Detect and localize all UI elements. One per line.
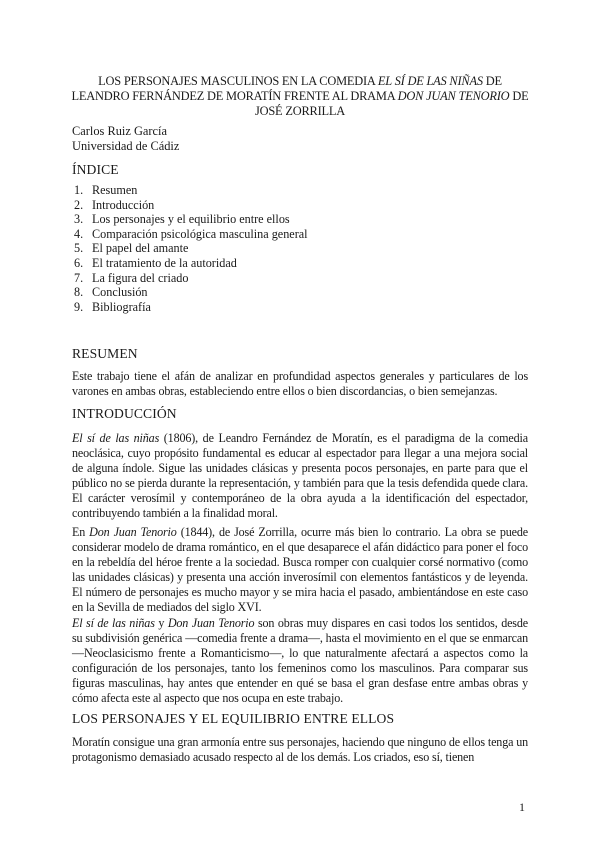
toc-item <box>74 285 308 300</box>
toc-item <box>74 241 308 256</box>
toc-item-label: Bibliografía <box>92 299 151 314</box>
toc-item <box>74 198 308 213</box>
toc-item-number: 9. <box>74 299 84 314</box>
toc-item-label: Conclusión <box>92 285 148 300</box>
resumen-paragraph: Este trabajo tiene el afán de analizar en profundidad aspectos generales y particulares de los varones en ambas obras, estableciendo entre ellos o bien discordancias, o bien semejanzas. <box>72 369 528 399</box>
toc-item-number: 8. <box>74 285 84 300</box>
table-of-contents <box>74 183 308 314</box>
intro-paragraph-1 <box>72 431 528 522</box>
toc-item <box>74 271 308 286</box>
toc-item-number: 1. <box>74 183 84 197</box>
title-work-2: DON JUAN TENORIO <box>397 89 510 103</box>
intro-paragraph-3-text: son obras muy dispares en casi todos los sentidos, desde su subdivisión genérica —comedia frente a drama—, hasta el movimiento en el que se enmarcan —Neoclasicismo frente a Romanticismo—, lo que naturalmente afectará a aspectos como la configuración de los personajes, tanto los femeninos como los masculinos. Para comparar sus figuras masculinas, hay antes que entender en qué se basa el gran desfase entre ambas obras y cómo afecta este al aspecto que nos ocupa en este trabajo. <box>72 616 528 706</box>
document-title <box>70 74 530 119</box>
title-text-1: LOS PERSONAJES MASCULINOS EN LA COMEDIA <box>98 74 378 88</box>
title-text-2: DE LEANDRO FERNÁNDEZ DE MORATÍN FRENTE AL DRAMA <box>71 74 502 103</box>
toc-item <box>74 256 308 271</box>
toc-item-number: 7. <box>74 270 84 285</box>
toc-item <box>74 300 308 315</box>
toc-item-number: 3. <box>74 212 84 227</box>
intro-paragraph-3-mid: y <box>154 616 168 630</box>
personajes-heading: LOS PERSONAJES Y EL EQUILIBRIO ENTRE ELLOS <box>72 711 395 726</box>
author-affiliation: Universidad de Cádiz <box>72 139 180 153</box>
author-block <box>72 124 179 154</box>
author-name: Carlos Ruiz García <box>72 124 167 138</box>
work-title-don-juan: Don Juan Tenorio <box>89 525 177 539</box>
toc-item-label: Resumen <box>92 183 138 197</box>
intro-paragraph-2-text: (1844), de José Zorrilla, ocurre más bien lo contrario. La obra se puede considerar modelo de drama romántico, en el que desaparece el afán didáctico para poner el foco en la rebeldía del héroe frente a la sociedad. Busca romper con cualquier corsé normativo (como las unidades clásicas) y presenta una acción inverosímil con elementos fantásticos y de leyenda. El número de personajes es mucho mayor y se mira hacia el pasado, ambientándose en este caso en la Sevilla de mediados del siglo XVI. <box>72 525 528 615</box>
work-title-don-juan-2: Don Juan Tenorio <box>167 616 255 630</box>
toc-item-label: Los personajes y el equilibrio entre ellos <box>92 212 290 227</box>
toc-item-label: El tratamiento de la autoridad <box>92 255 237 270</box>
intro-paragraph-1-text: (1806), de Leandro Fernández de Moratín, es el paradigma de la comedia neoclásica, cuyo propósito fundamental es educar al espectador para llegar a una mejora social de alguna índole. Sigue las unidades clásicas y presenta pocos personajes, en parte para que el público no se pierda durante la representación, y también para que la tesis defendida quede clara. El carácter verosímil y contemporáneo de la obra ayuda a la identificación del espectador, contribuyendo también a la finalidad moral. <box>72 431 528 521</box>
intro-paragraph-2-pre: En <box>72 525 90 539</box>
intro-paragraph-3 <box>72 616 528 707</box>
work-title-el-si: El sí de las niñas <box>72 431 160 445</box>
personajes-paragraph: Moratín consigue una gran armonía entre sus personajes, haciendo que ninguno de ellos tenga un protagonismo demasiado acusado respecto al de los demás. Los criados, eso sí, tienen <box>72 735 528 765</box>
resumen-heading: RESUMEN <box>72 346 138 361</box>
toc-item-number: 6. <box>74 255 84 270</box>
title-work-1: EL SÍ DE LAS NIÑAS <box>377 74 483 88</box>
introduccion-heading: INTRODUCCIÓN <box>72 406 177 421</box>
toc-item-label: Introducción <box>92 197 155 212</box>
toc-item-number: 4. <box>74 226 84 241</box>
toc-item-label: Comparación psicológica masculina general <box>92 226 308 241</box>
index-heading: ÍNDICE <box>72 162 119 177</box>
toc-item <box>74 212 308 227</box>
toc-item-number: 2. <box>74 197 84 212</box>
work-title-el-si-2: El sí de las niñas <box>72 616 155 630</box>
title-text-3: DE JOSÉ ZORRILLA <box>255 89 529 118</box>
intro-paragraph-2 <box>72 525 528 616</box>
page-number: 1 <box>519 800 525 814</box>
toc-item-number: 5. <box>74 241 84 256</box>
toc-item-label: El papel del amante <box>92 241 189 256</box>
toc-item <box>74 183 308 198</box>
toc-item <box>74 227 308 242</box>
toc-item-label: La figura del criado <box>92 270 189 285</box>
